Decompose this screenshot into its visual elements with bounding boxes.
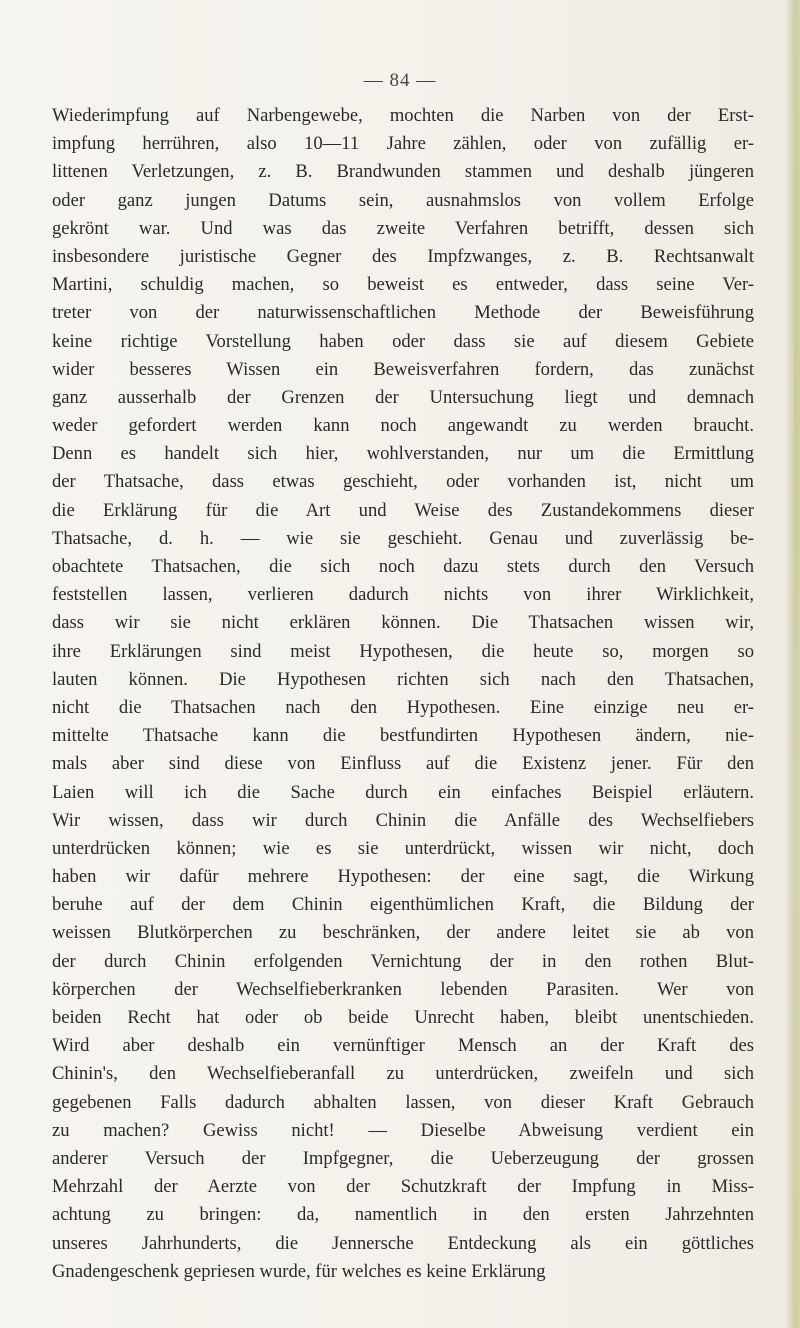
page-number: — 84 —: [363, 70, 437, 91]
text-line: der Thatsache, dass etwas geschieht, oder vorhanden ist, nicht um: [52, 471, 754, 493]
text-line: beiden Recht hat oder ob beide Unrecht haben, bleibt unentschieden.: [52, 1007, 754, 1028]
text-line: Martini, schuldig machen, so beweist es entweder, dass seine Ver-: [52, 274, 754, 296]
text-line: impfung herrühren, also 10—11 Jahre zählen, oder von zufällig er-: [52, 133, 754, 155]
text-line: anderer Versuch der Impfgegner, die Ueberzeugung der grossen: [52, 1147, 754, 1169]
text-line: Gnadengeschenk gepriesen wurde, für welches es keine Erklärung: [52, 1260, 546, 1282]
text-line: unterdrücken können; wie es sie unterdrückt, wissen wir nicht, doch: [52, 837, 754, 859]
text-line: Thatsache, d. h. — wie sie geschieht. Genau und zuverlässig be-: [52, 527, 754, 549]
text-line: Denn es handelt sich hier, wohlverstanden, nur um die Ermittlung: [52, 443, 754, 465]
text-line: zu machen? Gewiss nicht! — Dieselbe Abweisung verdient ein: [52, 1119, 754, 1141]
text-line: Laien will ich die Sache durch ein einfaches Beispiel erläutern.: [52, 781, 754, 803]
text-line: ganz ausserhalb der Grenzen der Untersuchung liegt und demnach: [52, 386, 754, 408]
text-line: haben wir dafür mehrere Hypothesen: der eine sagt, die Wirkung: [52, 866, 754, 888]
text-line: Mehrzahl der Aerzte von der Schutzkraft der Impfung in Miss-: [52, 1176, 754, 1198]
text-line: obachtete Thatsachen, die sich noch dazu stets durch den Versuch: [52, 556, 754, 577]
text-line: Wiederimpfung auf Narbengewebe, mochten die Narben von der Erst-: [52, 105, 754, 126]
text-line: gegebenen Falls dadurch abhalten lassen, von dieser Kraft Gebrauch: [52, 1091, 754, 1113]
text-line: weissen Blutkörperchen zu beschränken, der andere leitet sie ab von: [52, 922, 754, 944]
text-line: lauten können. Die Hypothesen richten sich nach den Thatsachen,: [52, 668, 754, 690]
text-line: mals aber sind diese von Einfluss auf die Existenz jener. Für den: [52, 753, 754, 775]
text-line: beruhe auf der dem Chinin eigenthümlichen Kraft, die Bildung der: [52, 894, 754, 916]
text-line: Wird aber deshalb ein vernünftiger Mensch an der Kraft des: [52, 1035, 754, 1057]
body-text: [52, 102, 754, 1286]
text-line: oder ganz jungen Datums sein, ausnahmslos von vollem Erfolge: [52, 189, 754, 211]
text-line: treter von der naturwissenschaftlichen Methode der Beweisführung: [52, 302, 754, 324]
text-line: keine richtige Vorstellung haben oder dass sie auf diesem Gebiete: [52, 330, 754, 352]
text-line: nicht die Thatsachen nach den Hypothesen. Eine einzige neu er-: [52, 696, 754, 718]
text-line: achtung zu bringen: da, namentlich in den ersten Jahrzehnten: [52, 1204, 754, 1226]
text-line: gekrönt war. Und was das zweite Verfahren betrifft, dessen sich: [52, 217, 754, 239]
text-line: die Erklärung für die Art und Weise des Zustandekommens dieser: [52, 499, 754, 521]
text-line: wider besseres Wissen ein Beweisverfahren fordern, das zunächst: [52, 358, 754, 380]
text-line: littenen Verletzungen, z. B. Brandwunden stammen und deshalb jüngeren: [52, 161, 754, 183]
page-edge-tint: [794, 0, 800, 1328]
page-edge-shadow: [786, 0, 800, 1328]
text-line: ihre Erklärungen sind meist Hypothesen, die heute so, morgen so: [52, 640, 754, 662]
text-line: weder gefordert werden kann noch angewandt zu werden braucht.: [52, 415, 754, 437]
text-line: dass wir sie nicht erklären können. Die Thatsachen wissen wir,: [52, 612, 754, 634]
text-line: unseres Jahrhunderts, die Jennersche Entdeckung als ein göttliches: [52, 1232, 754, 1254]
text-line: Chinin's, den Wechselfieberanfall zu unterdrücken, zweifeln und sich: [52, 1063, 754, 1085]
text-line: insbesondere juristische Gegner des Impfzwanges, z. B. Rechtsanwalt: [52, 245, 754, 267]
text-line: der durch Chinin erfolgenden Vernichtung der in den rothen Blut-: [52, 950, 754, 972]
text-line: körperchen der Wechselfieberkranken lebenden Parasiten. Wer von: [52, 978, 754, 1000]
text-line: mittelte Thatsache kann die bestfundirten Hypothesen ändern, nie-: [52, 725, 754, 747]
text-line: feststellen lassen, verlieren dadurch nichts von ihrer Wirklichkeit,: [52, 584, 754, 606]
text-line: Wir wissen, dass wir durch Chinin die Anfälle des Wechselfiebers: [52, 809, 754, 831]
